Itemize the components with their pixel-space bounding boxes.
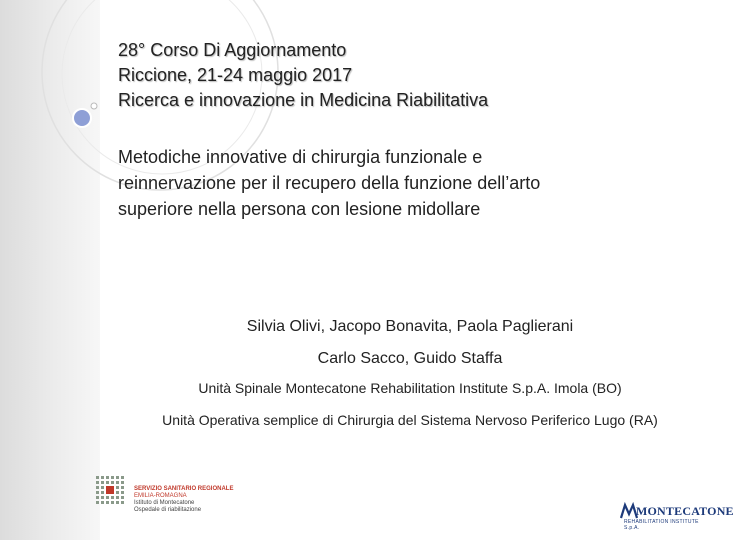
subtitle-line-1: Metodiche innovative di chirurgia funzionale e [118, 147, 483, 167]
ssr-grid-icon [96, 476, 130, 514]
affiliation-1: Unità Spinale Montecatone Rehabilitation Institute S.p.A. Imola (BO) [198, 380, 622, 396]
authors-line-2: Carlo Sacco, Guido Staffa [317, 350, 503, 367]
affiliation-2: Unità Operativa semplice di Chirurgia del Sistema Nervoso Periferico Lugo (RA) [162, 412, 658, 428]
ssr-line-1: SERVIZIO SANITARIO REGIONALE [134, 486, 234, 492]
ssr-line-2: EMILIA-ROMAGNA [134, 493, 187, 499]
subtitle-line-3: superiore nella persona con lesione midollare [118, 199, 481, 219]
ssr-line-4: Ospedale di riabilitazione [134, 507, 202, 513]
slide-title [118, 38, 698, 113]
title-location-date: Riccione, 21-24 maggio 2017 [118, 65, 353, 85]
ssr-emilia-romagna-logo [96, 476, 266, 522]
title-course: 28° Corso Di Aggiornamento [118, 40, 347, 60]
authors-line-1: Silvia Olivi, Jacopo Bonavita, Paola Paglierani [246, 318, 574, 335]
ssr-line-3: Istituto di Montecatone [134, 500, 195, 506]
montecatone-tagline: REHABILITATION INSTITUTE S.p.A. [624, 519, 699, 531]
slide-subtitle [118, 144, 678, 222]
title-theme: Ricerca e innovazione in Medicina Riabilitativa [118, 90, 489, 110]
montecatone-name: MONTECATONE [636, 504, 734, 518]
subtitle-line-2: reinnervazione per il recupero della funzione dell’arto [118, 173, 541, 193]
ssr-text [134, 486, 233, 514]
montecatone-logo [616, 500, 734, 531]
